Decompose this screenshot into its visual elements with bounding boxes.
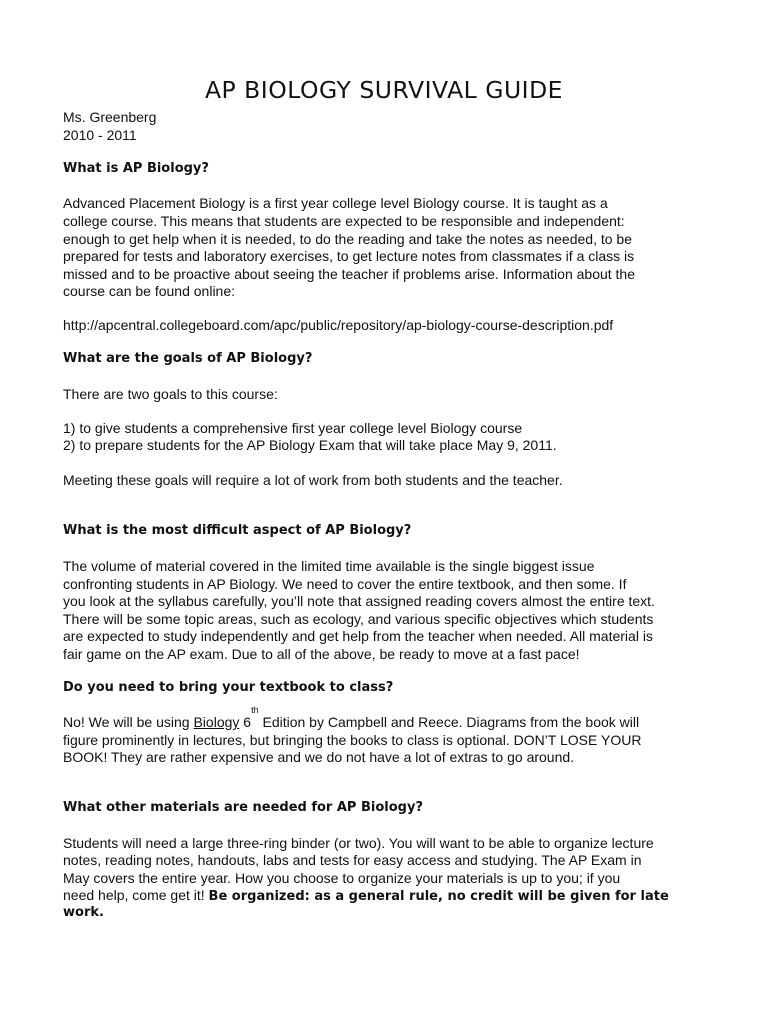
section-heading-goals: What are the goals of AP Biology?	[63, 351, 313, 366]
text-run: need help, come get it!	[63, 887, 209, 903]
paragraph-line: Advanced Placement Biology is a first year college level Biology course. It is taught as a	[63, 195, 608, 211]
paragraph-line: prepared for tests and laboratory exercises, to get lecture notes from classmates if a class is	[63, 248, 635, 264]
school-year: 2010 - 2011	[63, 127, 137, 143]
paragraph-line: figure prominently in lectures, but bringing the books to class is optional. DON’T LOSE YOUR	[63, 732, 642, 748]
section-heading-materials: What other materials are needed for AP Biology?	[63, 800, 423, 815]
teacher-name: Ms. Greenberg	[63, 109, 157, 125]
paragraph-line: course can be found online:	[63, 283, 236, 299]
text-run: Edition by Campbell and Reece. Diagrams from the book will	[258, 714, 640, 730]
paragraph-line: The volume of material covered in the limited time available is the single biggest issue	[63, 558, 595, 574]
text-run: No! We will be using	[63, 714, 194, 730]
paragraph-line: Students will need a large three-ring binder (or two). You will want to be able to organize lecture	[63, 835, 654, 851]
paragraph-line	[63, 886, 669, 906]
paragraph-line: notes, reading notes, handouts, labs and tests for easy access and studying. The AP Exam in	[63, 852, 642, 868]
text-run: 6	[239, 714, 252, 730]
paragraph-line: fair game on the AP exam. Due to all of the above, be ready to move at a fast pace!	[63, 646, 580, 662]
paragraph-line: missed and to be proactive about seeing the teacher if problems arise. Information about the	[63, 266, 636, 282]
goal-item: 1) to give students a comprehensive first year college level Biology course	[63, 420, 523, 436]
bold-warning: Be organized: as a general rule, no credit will be given for late	[208, 889, 669, 904]
paragraph-line: confronting students in AP Biology. We need to cover the entire textbook, and then some. If	[63, 576, 627, 592]
paragraph-line	[63, 705, 640, 731]
page-title: AP BIOLOGY SURVIVAL GUIDE	[204, 76, 564, 104]
book-title: Biology	[193, 714, 240, 730]
paragraph-line: enough to get help when it is needed, to do the reading and take the notes as needed, to be	[63, 231, 632, 247]
section-heading-what-is: What is AP Biology?	[63, 161, 209, 176]
goals-intro: There are two goals to this course:	[63, 386, 278, 402]
goals-closing: Meeting these goals will require a lot of work from both students and the teacher.	[63, 472, 563, 488]
section-heading-textbook: Do you need to bring your textbook to class?	[63, 680, 394, 695]
paragraph-line: May covers the entire year. How you choose to organize your materials is up to you; if you	[63, 870, 621, 886]
superscript: th	[251, 705, 259, 715]
goal-item: 2) to prepare students for the AP Biology Exam that will take place May 9, 2011.	[63, 437, 557, 453]
course-description-url: http://apcentral.collegeboard.com/apc/public/repository/ap-biology-course-description.pdf	[63, 317, 614, 333]
paragraph-line: college course. This means that students are expected to be responsible and independent:	[63, 213, 625, 229]
paragraph-line: There will be some topic areas, such as ecology, and various specific objectives which students	[63, 611, 654, 627]
paragraph-line: you look at the syllabus carefully, you’ll note that assigned reading covers almost the entire text.	[63, 593, 655, 609]
bold-warning-end: work.	[63, 905, 104, 920]
paragraph-line: are expected to study independently and get help from the teacher when needed. All material is	[63, 628, 653, 644]
section-heading-difficult: What is the most difficult aspect of AP Biology?	[63, 523, 412, 538]
paragraph-line: BOOK! They are rather expensive and we do not have a lot of extras to go around.	[63, 749, 575, 765]
